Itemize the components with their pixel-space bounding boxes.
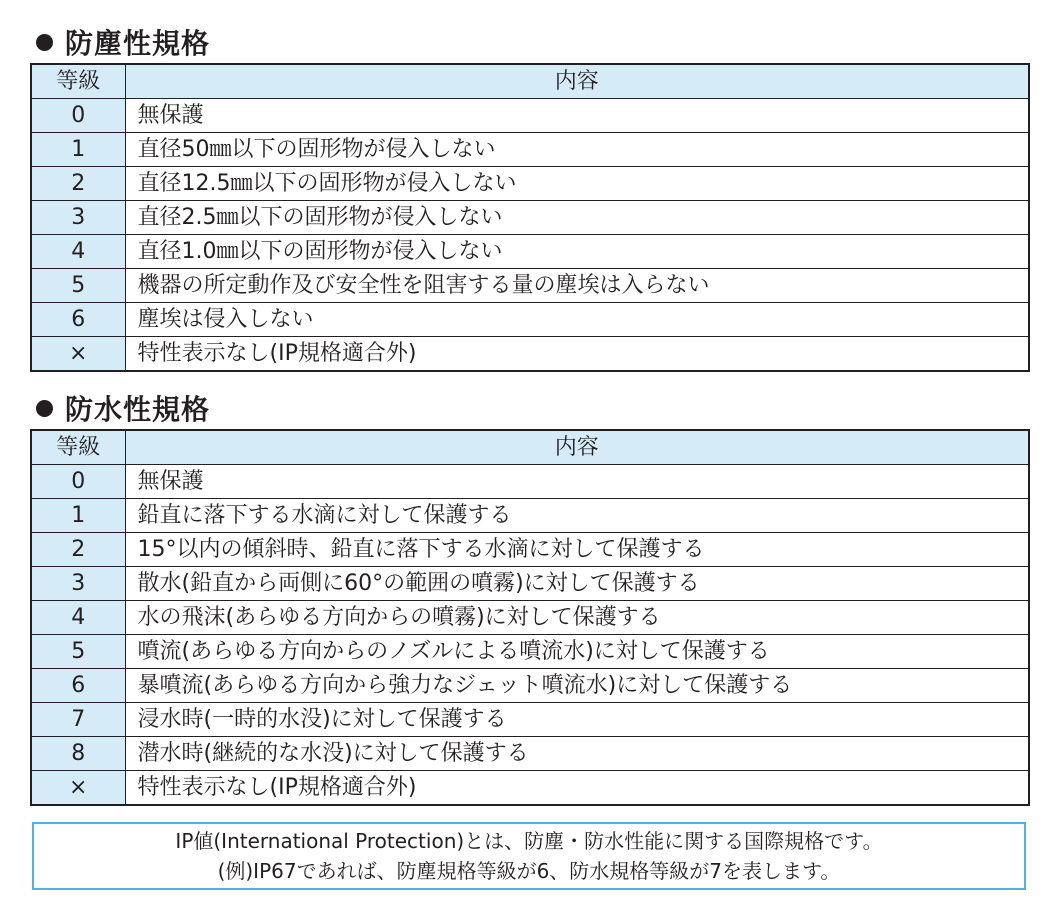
level-cell: 6: [31, 669, 125, 703]
content-cell: 直径12.5㎜以下の固形物が侵入しない: [125, 167, 1029, 201]
dust-header-row: [31, 64, 1029, 99]
dust-title-text: 防塵性規格: [65, 27, 211, 60]
table-row: [31, 99, 1029, 133]
table-row: [31, 201, 1029, 235]
dust-section-title: [36, 22, 210, 62]
content-cell: 水の飛沫(あらゆる方向からの噴霧)に対して保護する: [125, 601, 1029, 635]
content-cell: 浸水時(一時的水没)に対して保護する: [125, 703, 1029, 737]
water-section-title: [36, 388, 210, 428]
dust-table: [30, 63, 1030, 372]
content-cell: 直径50㎜以下の固形物が侵入しない: [125, 133, 1029, 167]
level-cell: 4: [31, 235, 125, 269]
content-cell: 特性表示なし(IP規格適合外): [125, 337, 1029, 372]
level-cell: 7: [31, 703, 125, 737]
level-cell: 3: [31, 567, 125, 601]
content-cell: 直径1.0㎜以下の固形物が侵入しない: [125, 235, 1029, 269]
content-cell: 特性表示なし(IP規格適合外): [125, 771, 1029, 806]
content-cell: 塵埃は侵入しない: [125, 303, 1029, 337]
bullet-icon: [36, 34, 53, 51]
water-header-row: [31, 430, 1029, 465]
table-row: [31, 635, 1029, 669]
table-row: [31, 567, 1029, 601]
content-cell: 暴噴流(あらゆる方向から強力なジェット噴流水)に対して保護する: [125, 669, 1029, 703]
level-cell: 4: [31, 601, 125, 635]
level-cell: 8: [31, 737, 125, 771]
table-row: [31, 669, 1029, 703]
level-cell: ×: [31, 337, 125, 372]
level-cell: ×: [31, 771, 125, 806]
bullet-icon: [36, 400, 53, 417]
dust-header-level: 等級: [31, 64, 125, 99]
water-header-content: 内容: [125, 430, 1029, 465]
table-row: [31, 235, 1029, 269]
level-cell: 5: [31, 635, 125, 669]
table-row: [31, 703, 1029, 737]
table-row: [31, 269, 1029, 303]
note-line-1: IP値(International Protection)とは、防塵・防水性能に関する国際規格です。: [175, 829, 883, 853]
table-row: [31, 465, 1029, 499]
table-row: [31, 499, 1029, 533]
level-cell: 1: [31, 499, 125, 533]
level-cell: 0: [31, 465, 125, 499]
table-row: [31, 737, 1029, 771]
water-title-text: 防水性規格: [65, 393, 211, 426]
level-cell: 0: [31, 99, 125, 133]
content-cell: 散水(鉛直から両側に60°の範囲の噴霧)に対して保護する: [125, 567, 1029, 601]
content-cell: 鉛直に落下する水滴に対して保護する: [125, 499, 1029, 533]
content-cell: 15°以内の傾斜時、鉛直に落下する水滴に対して保護する: [125, 533, 1029, 567]
content-cell: 直径2.5㎜以下の固形物が侵入しない: [125, 201, 1029, 235]
level-cell: 2: [31, 167, 125, 201]
level-cell: 2: [31, 533, 125, 567]
table-row: [31, 533, 1029, 567]
dust-header-content: 内容: [125, 64, 1029, 99]
level-cell: 3: [31, 201, 125, 235]
content-cell: 機器の所定動作及び安全性を阻害する量の塵埃は入らない: [125, 269, 1029, 303]
content-cell: 無保護: [125, 99, 1029, 133]
content-cell: 潜水時(継続的な水没)に対して保護する: [125, 737, 1029, 771]
table-row: [31, 133, 1029, 167]
water-header-level: 等級: [31, 430, 125, 465]
table-row: [31, 771, 1029, 806]
table-row: [31, 303, 1029, 337]
level-cell: 1: [31, 133, 125, 167]
content-cell: 無保護: [125, 465, 1029, 499]
table-row: [31, 167, 1029, 201]
table-row: [31, 337, 1029, 372]
level-cell: 5: [31, 269, 125, 303]
content-cell: 噴流(あらゆる方向からのノズルによる噴流水)に対して保護する: [125, 635, 1029, 669]
ip-note-box: [32, 822, 1026, 890]
note-line-2: (例)IP67であれば、防塵規格等級が6、防水規格等級が7を表します。: [217, 859, 841, 883]
water-table: [30, 429, 1030, 806]
level-cell: 6: [31, 303, 125, 337]
table-row: [31, 601, 1029, 635]
